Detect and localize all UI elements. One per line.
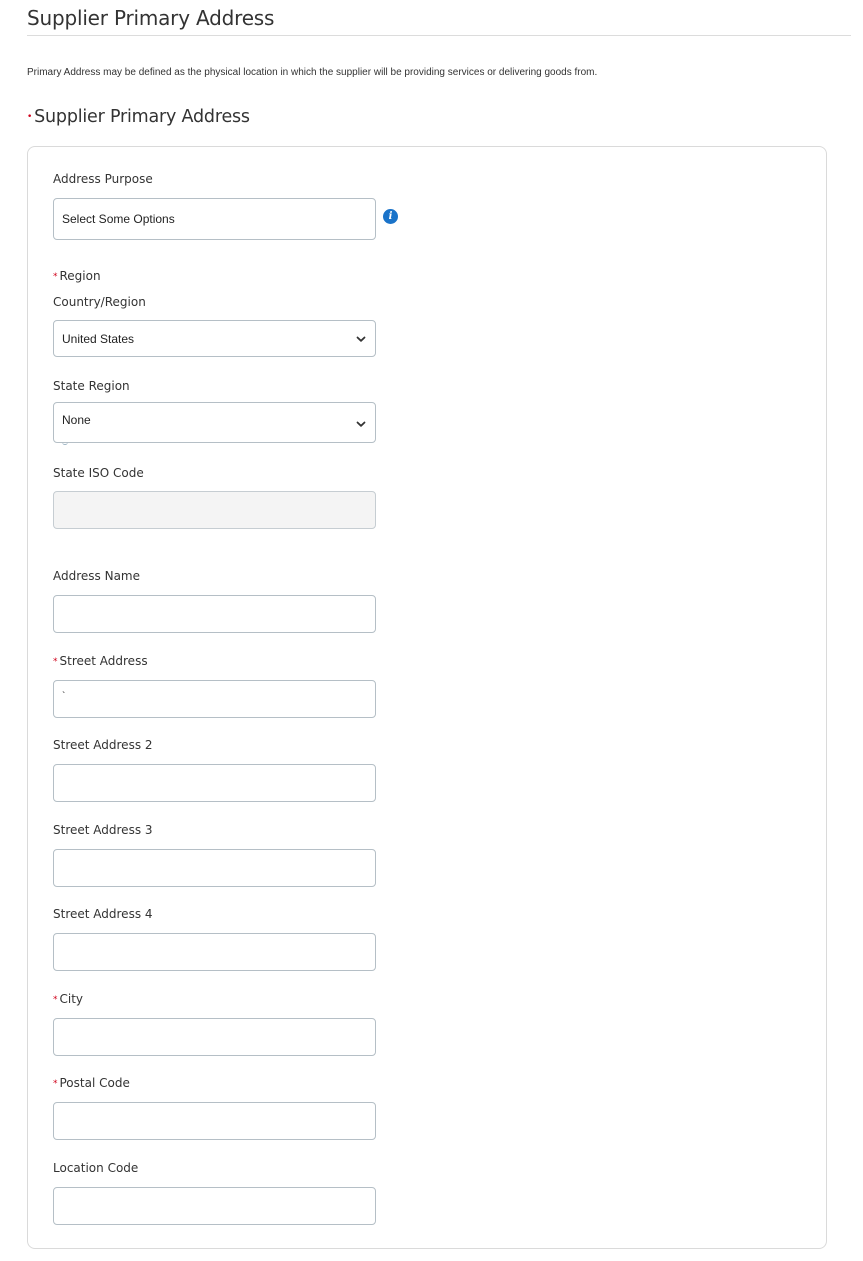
title-divider (27, 35, 851, 36)
country-region-value: United States (62, 331, 135, 346)
state-iso-code-field (53, 491, 376, 529)
postal-code-label-text: Postal Code (59, 1076, 130, 1090)
street-address-label-text: Street Address (59, 654, 148, 668)
state-region-value: None (62, 413, 91, 427)
location-code-label: Location Code (53, 1161, 139, 1175)
location-code-field[interactable] (53, 1187, 376, 1225)
street-address-value: ` (62, 690, 66, 702)
postal-code-field[interactable] (53, 1102, 376, 1140)
city-label-text: City (59, 992, 84, 1006)
chevron-down-icon (355, 333, 367, 345)
country-region-select[interactable] (53, 320, 376, 357)
address-purpose-multiselect[interactable] (53, 198, 376, 240)
street-address-2-field[interactable] (53, 764, 376, 802)
chevron-down-icon (355, 418, 367, 430)
page-title: Supplier Primary Address (27, 6, 275, 30)
address-name-label: Address Name (53, 569, 141, 583)
street-address-3-field[interactable] (53, 849, 376, 887)
street-address-4-label: Street Address 4 (53, 907, 153, 921)
street-address-3-label: Street Address 3 (53, 823, 153, 837)
section-title (27, 107, 250, 127)
state-iso-code-label: State ISO Code (53, 466, 144, 480)
street-address-field[interactable] (53, 680, 376, 718)
street-address-4-field[interactable] (53, 933, 376, 971)
address-purpose-label: Address Purpose (53, 172, 153, 186)
street-address-label (53, 654, 148, 668)
country-region-label: Country/Region (53, 295, 146, 309)
state-region-select[interactable] (53, 402, 376, 443)
address-purpose-placeholder: Select Some Options (62, 212, 175, 226)
required-marker: * (53, 272, 58, 282)
required-marker: * (53, 995, 58, 1005)
required-marker: • (27, 112, 33, 122)
city-label (53, 992, 83, 1006)
required-marker: * (53, 1079, 58, 1089)
info-icon[interactable]: i (383, 209, 398, 224)
region-label-text: Region (59, 269, 101, 283)
section-title-label: Supplier Primary Address (34, 107, 250, 127)
postal-code-label (53, 1076, 130, 1090)
street-address-2-label: Street Address 2 (53, 738, 153, 752)
address-name-field[interactable] (53, 595, 376, 633)
state-region-label: State Region (53, 379, 130, 393)
region-label (53, 269, 101, 283)
required-marker: * (53, 657, 58, 667)
intro-text: Primary Address may be defined as the physical location in which the supplier will be providing services or delivering goods from. (27, 67, 598, 78)
city-field[interactable] (53, 1018, 376, 1056)
